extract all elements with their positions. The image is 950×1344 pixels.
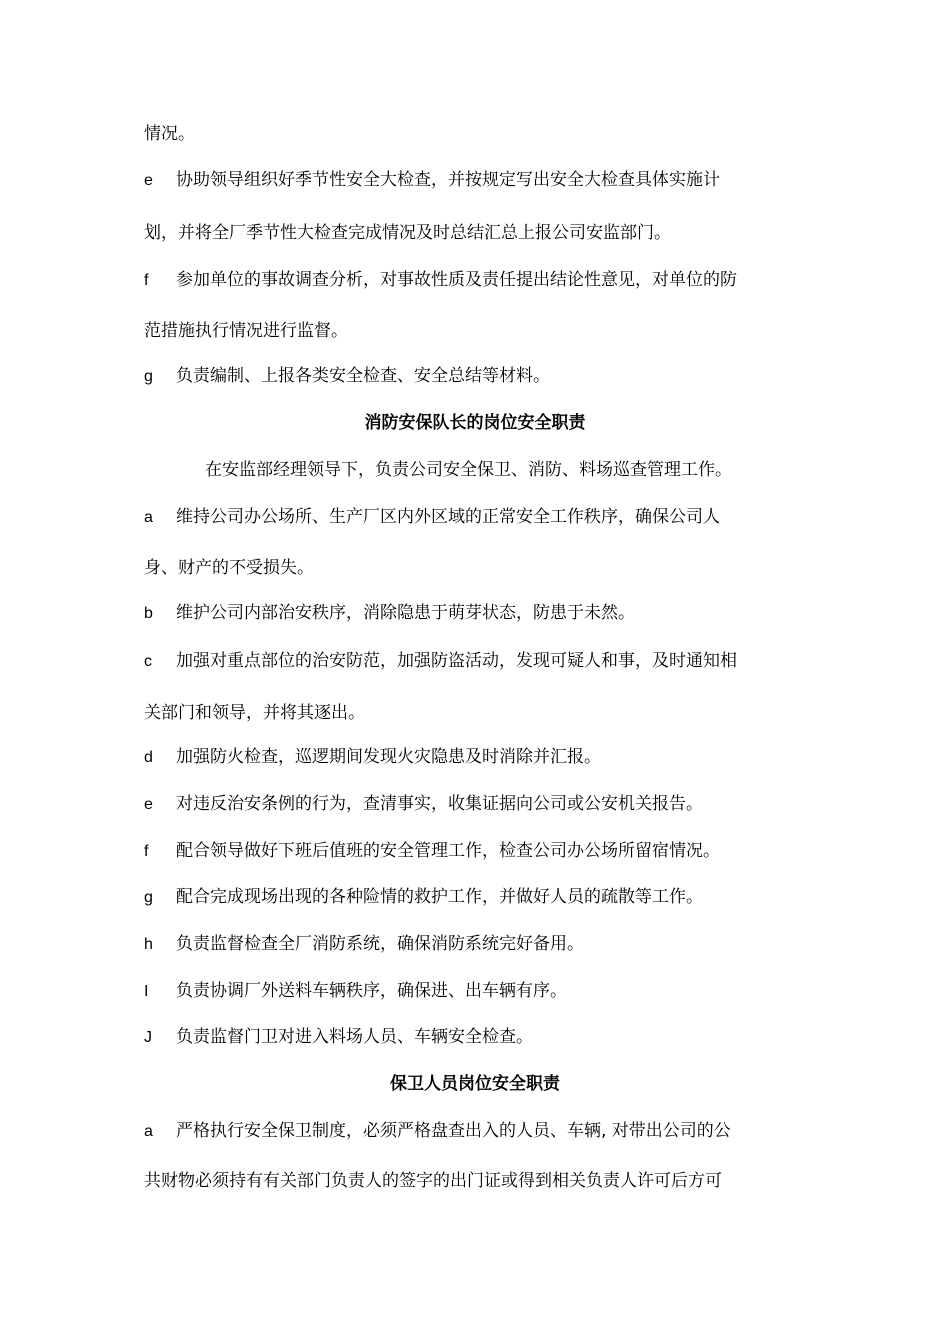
line-text: 严格执行安全保卫制度，必须严格盘查出入的人员、车辆, 对带出公司的公 <box>176 1121 731 1141</box>
list-item <box>144 601 635 626</box>
list-marker: c <box>144 653 152 670</box>
list-item <box>144 168 720 193</box>
line-text: 划，并将全厂季节性大检查完成情况及时总结汇总上报公司安监部门。 <box>144 223 671 243</box>
line-text: 配合完成现场出现的各种险情的救护工作，并做好人员的疏散等工作。 <box>176 887 703 907</box>
list-marker: e <box>144 796 153 813</box>
list-marker: g <box>144 368 153 385</box>
line-text: 负责编制、上报各类安全检查、安全总结等材料。 <box>176 366 550 386</box>
list-marker: g <box>144 889 153 906</box>
list-marker: f <box>144 272 149 289</box>
list-item <box>144 885 703 910</box>
line-text: 协助领导组织好季节性安全大检查，并按规定写出安全大检查具体实施计 <box>176 170 720 190</box>
line-text: 加强防火检查，巡逻期间发现火灾隐患及时消除并汇报。 <box>176 747 601 767</box>
line-text: 对违反治安条例的行为，查清事实，收集证据向公司或公安机关报告。 <box>176 794 703 814</box>
list-item <box>144 792 703 817</box>
line-text: 加强对重点部位的治安防范，加强防盗活动，发现可疑人和事，及时通知相 <box>176 651 737 671</box>
list-item <box>144 268 737 293</box>
list-marker: f <box>144 843 149 860</box>
list-marker: I <box>144 983 149 1000</box>
line-text: 维持公司办公场所、生产厂区内外区域的正常安全工作秩序，确保公司人 <box>176 507 720 527</box>
paragraph-line <box>144 556 314 580</box>
line-text: 身、财产的不受损失。 <box>144 558 314 578</box>
list-item <box>144 745 601 770</box>
list-item <box>144 649 737 674</box>
list-marker: e <box>144 172 153 189</box>
line-text: 负责协调厂外送料车辆秩序，确保进、出车辆有序。 <box>176 981 567 1001</box>
list-item <box>144 364 550 389</box>
line-text: 范措施执行情况进行监督。 <box>144 321 348 341</box>
paragraph-line <box>144 122 195 146</box>
paragraph-line <box>144 221 671 245</box>
list-item <box>144 932 584 957</box>
line-text: 参加单位的事故调查分析，对事故性质及责任提出结论性意见，对单位的防 <box>176 270 737 290</box>
paragraph-line <box>144 1169 722 1193</box>
paragraph-line <box>144 319 348 343</box>
list-marker: a <box>144 1123 153 1140</box>
section-heading: 消防安保队长的岗位安全职责 <box>364 413 586 433</box>
line-text: 负责监督检查全厂消防系统，确保消防系统完好备用。 <box>176 934 584 954</box>
line-text: 关部门和领导，并将其逐出。 <box>144 703 365 723</box>
list-marker: h <box>144 936 153 953</box>
line-text: 负责监督门卫对进入料场人员、车辆安全检查。 <box>176 1027 533 1047</box>
section-intro <box>205 458 732 482</box>
line-text: 配合领导做好下班后值班的安全管理工作，检查公司办公场所留宿情况。 <box>176 841 720 861</box>
list-item <box>144 979 567 1004</box>
line-text: 在安监部经理领导下，负责公司安全保卫、消防、料场巡查管理工作。 <box>205 460 732 480</box>
list-marker: d <box>144 749 153 766</box>
list-marker: J <box>144 1029 152 1046</box>
list-item <box>144 505 720 530</box>
line-text: 情况。 <box>144 124 195 144</box>
list-marker: a <box>144 509 153 526</box>
list-item <box>144 1119 731 1144</box>
line-text: 维护公司内部治安秩序，消除隐患于萌芽状态，防患于未然。 <box>176 603 635 623</box>
list-item <box>144 839 720 864</box>
paragraph-line <box>144 701 365 725</box>
list-item <box>144 1025 533 1050</box>
list-marker: b <box>144 605 153 622</box>
section-heading: 保卫人员岗位安全职责 <box>390 1074 560 1094</box>
line-text: 共财物必须持有有关部门负责人的签字的出门证或得到相关负责人许可后方可 <box>144 1171 722 1191</box>
